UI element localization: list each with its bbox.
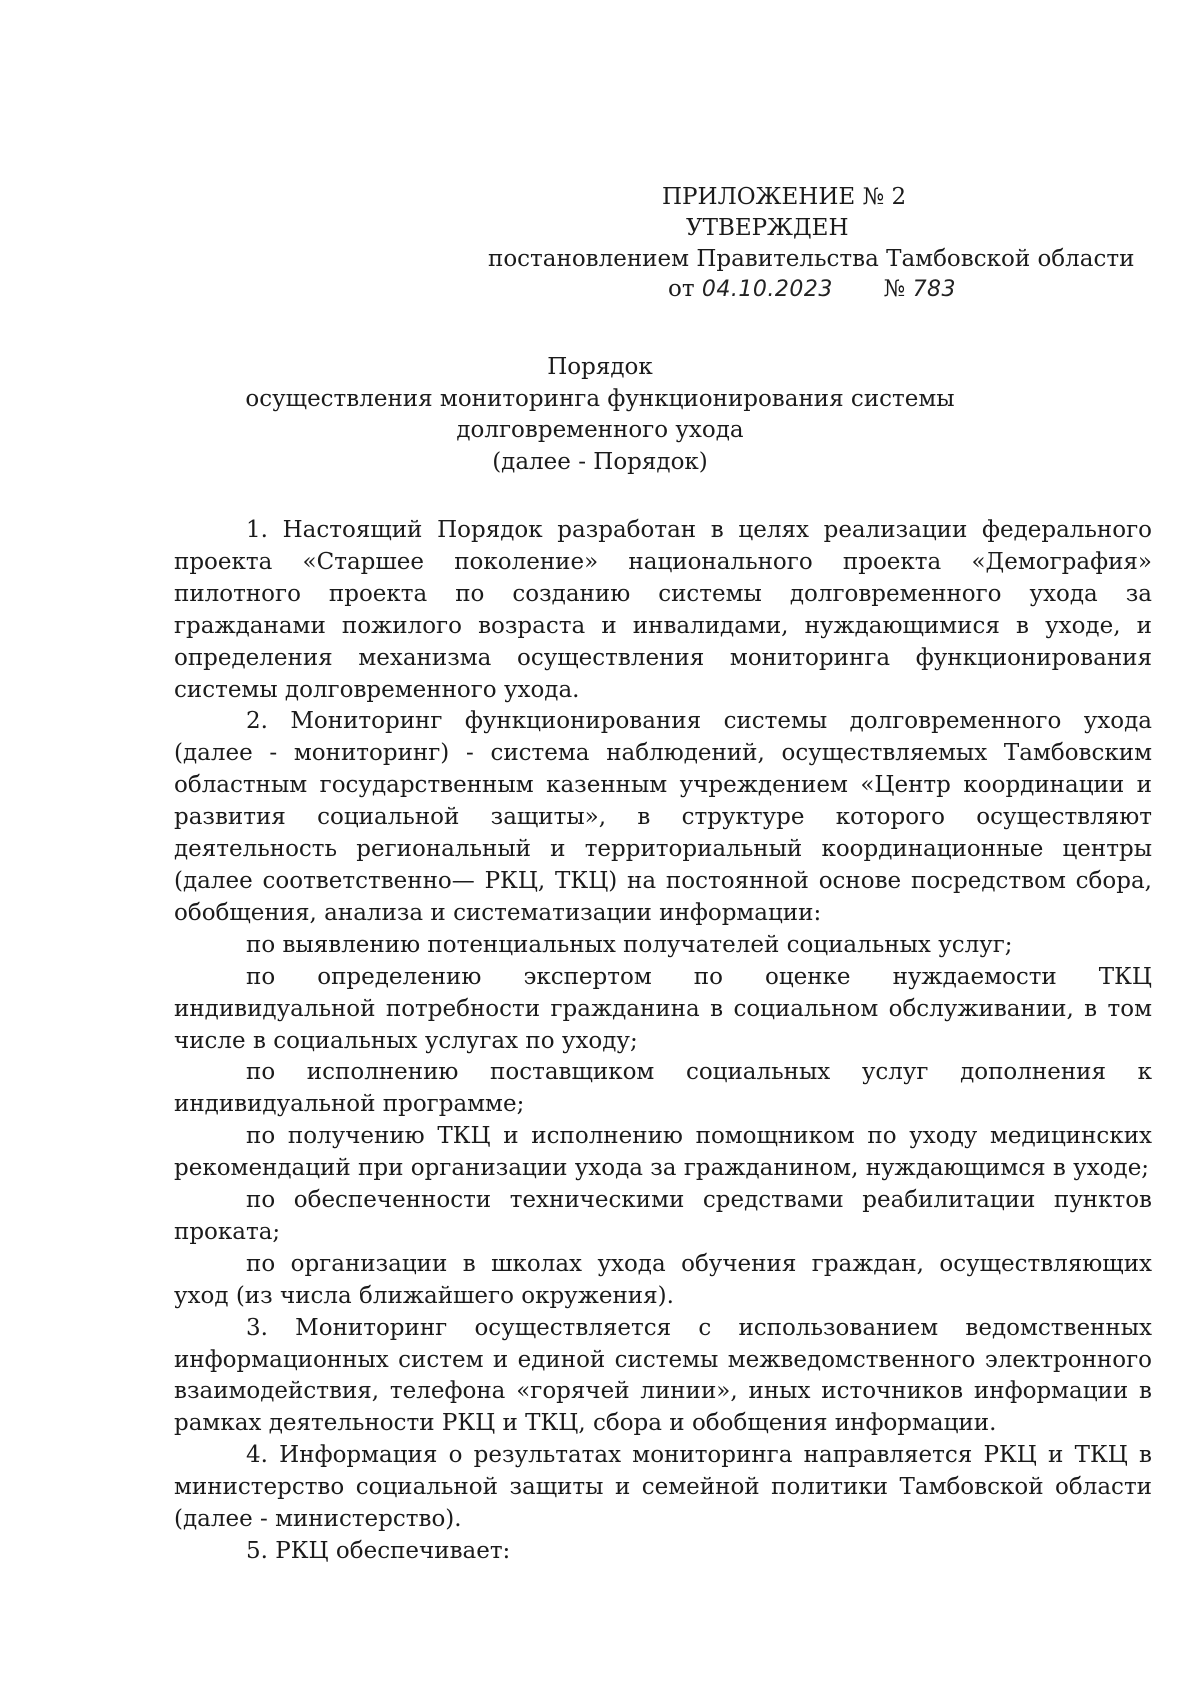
paragraph-2: 2. Мониторинг функционирования системы долговременного ухода (далее - мониторинг) - система наблюдений, осуществляемых Тамбовским областным государственным казенным учреждением «Центр координации и развития социальной защиты», в структуре которого осуществляют деятельность региональный и территориальный координационные центры (далее соответственно— РКЦ, ТКЦ) на постоянной основе посредством сбора, обобщения, анализа и систематизации информации: xyxy=(174,708,1152,926)
decree-reference: постановлением Правительства Тамбовской области xyxy=(488,246,1135,272)
document-title xyxy=(0,352,1200,478)
title-line-1: Порядок xyxy=(547,354,653,380)
decree-number: 783 xyxy=(912,277,957,302)
decree-date-number xyxy=(668,274,956,305)
paragraph-1: 1. Настоящий Порядок разработан в целях реализации федерального проекта «Старшее поколение» национального проекта «Демография» пилотного проекта по созданию системы долговременного ухода за гражданами пожилого возраста и инвалидами, нуждающимися в уходе, и определения механизма осуществления мониторинга функционирования системы долговременного ухода. xyxy=(174,517,1152,703)
list-item-provider-execution: по исполнению поставщиком социальных услуг дополнения к индивидуальной программе; xyxy=(174,1059,1152,1118)
list-item-identification: по выявлению потенциальных получателей социальных услуг; xyxy=(246,931,1013,958)
from-label: от xyxy=(668,276,695,302)
list-item-care-schools: по организации в школах ухода обучения граждан, осуществляющих уход (из числа ближайшего окружения). xyxy=(174,1250,1152,1309)
title-line-4: (далее - Порядок) xyxy=(492,448,708,475)
title-line-3: долговременного ухода xyxy=(456,417,744,443)
list-item-medical-recommendations: по получению ТКЦ и исполнению помощником по уходу медицинских рекомендаций при организации ухода за гражданином, нуждающимся в уходе; xyxy=(174,1123,1152,1182)
list-item-rehab-equipment: по обеспеченности техническими средствами реабилитации пунктов проката; xyxy=(174,1187,1152,1245)
title-line-2: осуществления мониторинга функционирования системы xyxy=(245,385,955,412)
paragraph-5: 5. РКЦ обеспечивает: xyxy=(246,1538,511,1564)
document-body xyxy=(174,515,1152,1568)
paragraph-4: 4. Информация о результатах мониторинга направляется РКЦ и ТКЦ в министерство социальной защиты и семейной политики Тамбовской области (далее - министерство). xyxy=(174,1442,1152,1533)
number-label: № xyxy=(883,276,906,302)
list-item-needs-assessment: по определению экспертом по оценке нуждаемости ТКЦ индивидуальной потребности гражданина в социальном обслуживании, в том числе в социальных услугах по уходу; xyxy=(174,963,1152,1054)
paragraph-3: 3. Мониторинг осуществляется с использованием ведомственных информационных систем и единой системы межведомственного электронного взаимодействия, телефона «горячей линии», иных источников информации в рамках деятельности РКЦ и ТКЦ, сбора и обобщения информации. xyxy=(174,1314,1152,1437)
appendix-number: ПРИЛОЖЕНИЕ № 2 xyxy=(662,184,907,210)
approved-label: УТВЕРЖДЕН xyxy=(686,215,849,241)
decree-date: 04.10.2023 xyxy=(701,277,833,302)
